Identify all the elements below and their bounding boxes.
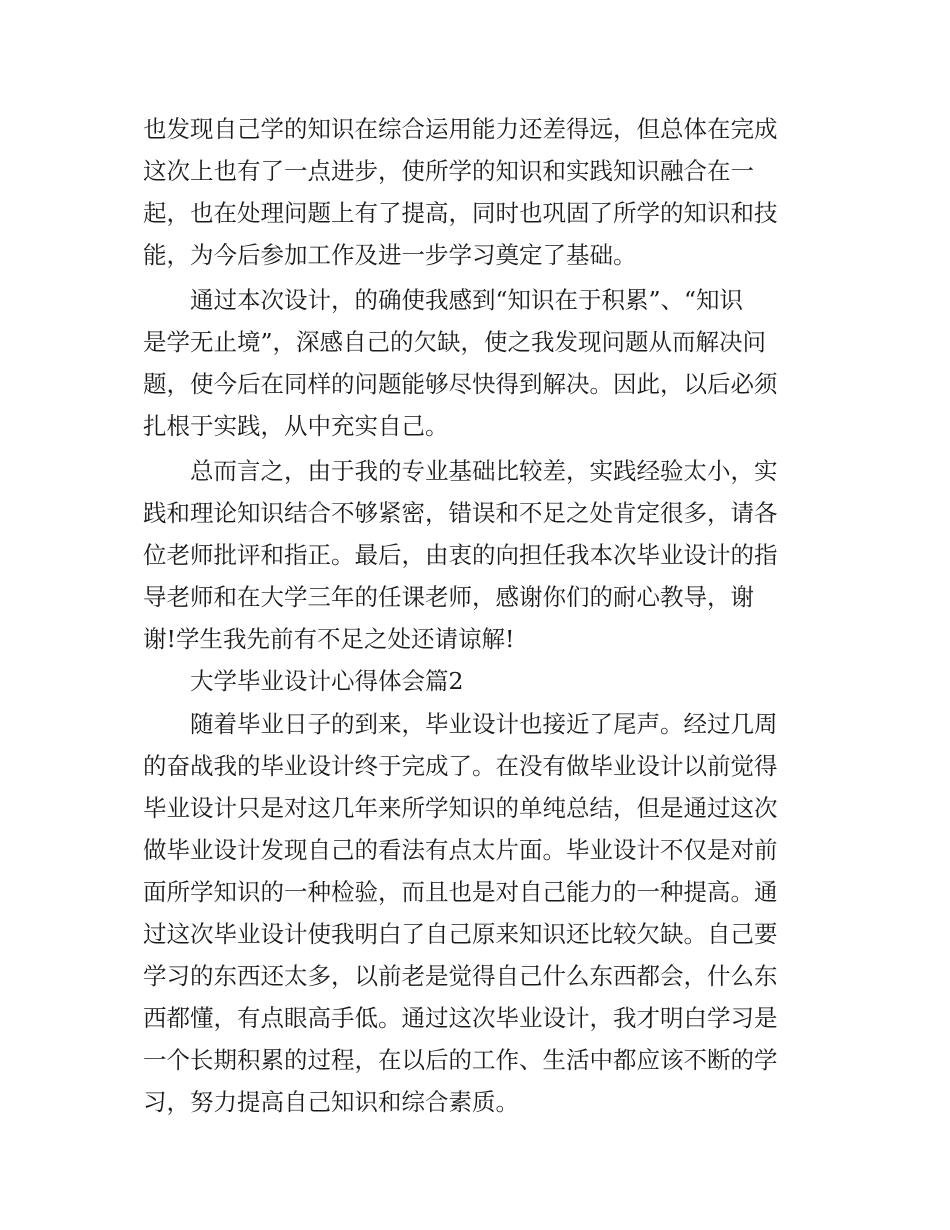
paragraph-first-line: 随着毕业日子的到来，毕业设计也接近了尾声。经过几周 bbox=[190, 710, 778, 738]
text-line: 做毕业设计发现自己的看法有点太片面。毕业设计不仅是对前 bbox=[143, 836, 778, 864]
text-line: 导老师和在大学三年的任课老师，感谢你们的耐心教导，谢 bbox=[143, 583, 754, 611]
text-line: 的奋战我的毕业设计终于完成了。在没有做毕业设计以前觉得 bbox=[143, 752, 778, 780]
text-line: 毕业设计只是对这几年来所学知识的单纯总结，但是通过这次 bbox=[143, 794, 778, 822]
text-line: 这次上也有了一点进步，使所学的知识和实践知识融合在一 bbox=[143, 157, 754, 185]
text-line: 题，使今后在同样的问题能够尽快得到解决。因此，以后必须 bbox=[143, 370, 778, 398]
paragraph-first-line: 通过本次设计，的确使我感到“知识在于积累”、“知识 bbox=[190, 286, 744, 314]
text-line: 扎根于实践，从中充实自己。 bbox=[143, 412, 449, 440]
text-line: 习，努力提高自己知识和综合素质。 bbox=[143, 1088, 519, 1116]
text-line: 是学无止境”，深感自己的欠缺，使之我发现问题从而解决问 bbox=[143, 328, 767, 356]
text-line: 一个长期积累的过程，在以后的工作、生活中都应该不断的学 bbox=[143, 1046, 778, 1074]
text-line: 谢!学生我先前有不足之处还请谅解! bbox=[143, 625, 515, 653]
text-line: 西都懂，有点眼高手低。通过这次毕业设计，我才明白学习是 bbox=[143, 1004, 778, 1032]
text-line: 位老师批评和指正。最后，由衷的向担任我本次毕业设计的指 bbox=[143, 541, 778, 569]
text-line: 起，也在处理问题上有了提高，同时也巩固了所学的知识和技 bbox=[143, 199, 778, 227]
text-line: 能，为今后参加工作及进一步学习奠定了基础。 bbox=[143, 241, 637, 269]
text-line: 学习的东西还太多，以前老是觉得自己什么东西都会，什么东 bbox=[143, 962, 778, 990]
section-heading: 大学毕业设计心得体会篇2 bbox=[190, 667, 464, 695]
text-line: 也发现自己学的知识在综合运用能力还差得远，但总体在完成 bbox=[143, 115, 778, 143]
text-line: 践和理论知识结合不够紧密，错误和不足之处肯定很多，请各 bbox=[143, 499, 778, 527]
text-line: 过这次毕业设计使我明白了自己原来知识还比较欠缺。自己要 bbox=[143, 920, 778, 948]
text-line: 面所学知识的一种检验，而且也是对自己能力的一种提高。通 bbox=[143, 878, 778, 906]
paragraph-first-line: 总而言之，由于我的专业基础比较差，实践经验太小，实 bbox=[190, 457, 778, 485]
